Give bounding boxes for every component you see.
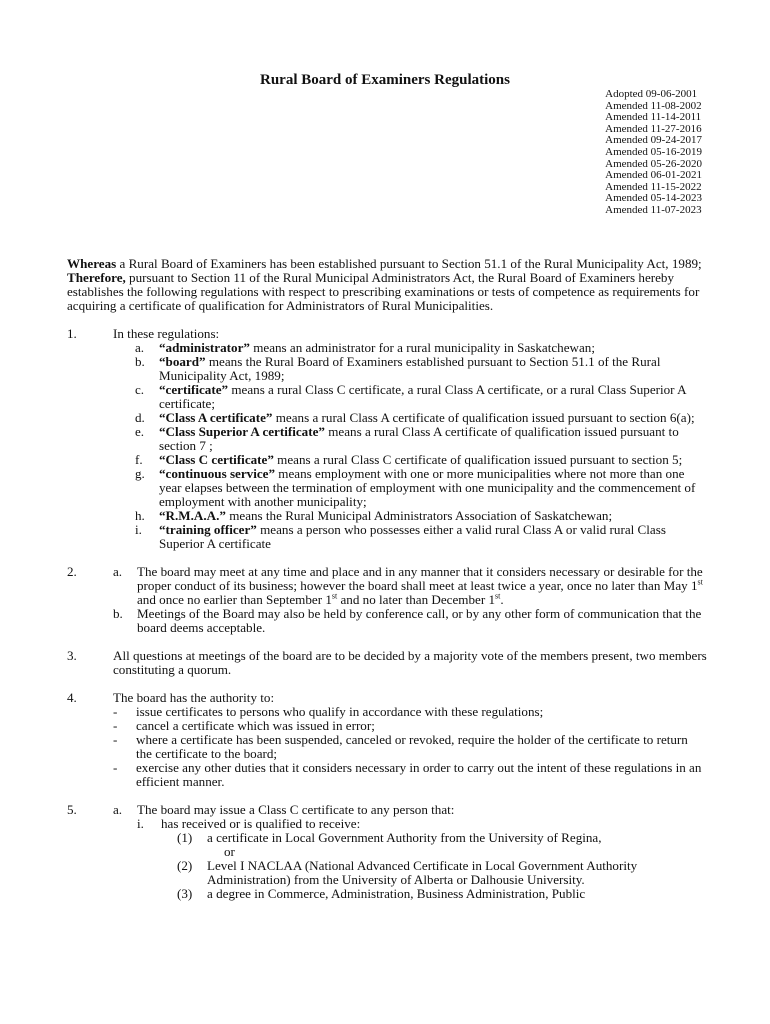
definition-item: h. “R.M.A.A.” means the Rural Municipal Administrators Association of Saskatchewan; xyxy=(135,508,613,523)
authority-item: - exercise any other duties that it considers necessary in order to carry out the intent of these regulations in an efficient manner. xyxy=(113,760,702,789)
subsection-b: b. Meetings of the Board may also be held by conference call, or by any other form of communication that the board deems acceptable. xyxy=(113,606,702,635)
therefore-clause xyxy=(67,271,707,313)
section-number: 2. xyxy=(67,564,77,579)
clause-i: i. has received or is qualified to receive: xyxy=(137,816,361,831)
definition-item: g. “continuous service” means employment with one or more municipalities where not more than one year elapses between the termination of employment with one municipality and the commencement of employment with another municipality; xyxy=(135,466,696,509)
section-2 xyxy=(67,565,707,635)
whereas-lead: Whereas xyxy=(67,256,117,271)
date-line: Amended 11-14-2011 xyxy=(605,111,702,124)
document-title: Rural Board of Examiners Regulations xyxy=(259,72,510,88)
date-line: Adopted 09-06-2001 xyxy=(605,88,698,100)
therefore-lead: Therefore, xyxy=(67,270,126,285)
date-line: Amended 05-26-2020 xyxy=(605,157,702,170)
revision-dates xyxy=(605,89,702,217)
section-text: All questions at meetings of the board are to be decided by a majority vote of the members present, two members constituting a quorum. xyxy=(113,648,707,677)
definition-item: a. “administrator” means an administrator for a rural municipality in Saskatchewan; xyxy=(135,340,595,355)
section-number: 4. xyxy=(67,690,77,705)
date-line: Amended 05-14-2023 xyxy=(605,192,702,205)
authority-item: - cancel a certificate which was issued in error; xyxy=(113,718,375,733)
definition-item: d. “Class A certificate” means a rural Class A certificate of qualification issued pursuant to section 6(a); xyxy=(135,410,695,425)
date-line: Amended 11-08-2002 xyxy=(605,99,702,112)
document-body xyxy=(67,257,707,901)
section-4 xyxy=(67,691,707,789)
authority-item: - where a certificate has been suspended, canceled or revoked, require the holder of the certificate to return the certificate to the board; xyxy=(113,732,688,761)
section-number: 5. xyxy=(67,802,77,817)
definition-item: c. “certificate” means a rural Class C certificate, a rural Class A certificate, or a rural Class Superior A certificate; xyxy=(135,382,686,411)
section-3 xyxy=(67,649,707,677)
qualification-options xyxy=(177,831,707,901)
option-item: (1) a certificate in Local Government Authority from the University of Regina, xyxy=(177,830,602,845)
section-intro: In these regulations: xyxy=(113,326,220,341)
subsection-a: a. The board may meet at any time and place and in any manner that it considers necessary or desirable for the proper conduct of its business; however the board shall meet at least twice a year, once no later than May 1st and once no earlier than September 1st and no later than December 1st. xyxy=(113,564,703,607)
definition-item: f. “Class C certificate” means a rural Class C certificate of qualification issued pursuant to section 5; xyxy=(135,452,683,467)
date-line: Amended 06-01-2021 xyxy=(605,169,702,182)
whereas-clause xyxy=(67,257,707,271)
section-1 xyxy=(67,327,707,551)
therefore-text: pursuant to Section 11 of the Rural Municipal Administrators Act, the Rural Board of Examiners hereby establishes the following regulations with respect to prescribing examinations or tests of competence as requirements for acquiring a certificate of qualification for Administrators of Rural Municipalities. xyxy=(67,270,700,313)
definition-item: i. “training officer” means a person who possesses either a valid rural Class A or valid rural Class Superior A certificate xyxy=(135,522,666,551)
or-connector: or xyxy=(224,844,235,859)
date-line: Amended 05-16-2019 xyxy=(605,145,702,158)
section-number: 3. xyxy=(67,648,77,663)
authority-item: - issue certificates to persons who qualify in accordance with these regulations; xyxy=(113,704,544,719)
subsection-a: a. The board may issue a Class C certificate to any person that: xyxy=(113,802,455,817)
date-line: Amended 11-15-2022 xyxy=(605,180,702,193)
date-line: Amended 11-07-2023 xyxy=(605,203,702,216)
section-5 xyxy=(67,803,707,901)
date-line: Amended 11-27-2016 xyxy=(605,122,702,135)
definition-item: b. “board” means the Rural Board of Examiners established pursuant to Section 51.1 of the Rural Municipality Act, 1989; xyxy=(135,354,661,383)
whereas-text: a Rural Board of Examiners has been established pursuant to Section 51.1 of the Rural Municipality Act, 1989; xyxy=(116,256,702,271)
option-item: (3) a degree in Commerce, Administration, Business Administration, Public xyxy=(177,886,586,901)
section-intro: The board has the authority to: xyxy=(113,690,275,705)
definition-item: e. “Class Superior A certificate” means a rural Class A certificate of qualification issued pursuant to section 7 ; xyxy=(135,424,679,453)
option-item: (2) Level I NACLAA (National Advanced Certificate in Local Government Authority Administration) from the University of Alberta or Dalhousie University. xyxy=(177,858,638,887)
section-number: 1. xyxy=(67,326,77,341)
definitions-list xyxy=(113,341,707,551)
date-line: Amended 09-24-2017 xyxy=(605,134,702,147)
